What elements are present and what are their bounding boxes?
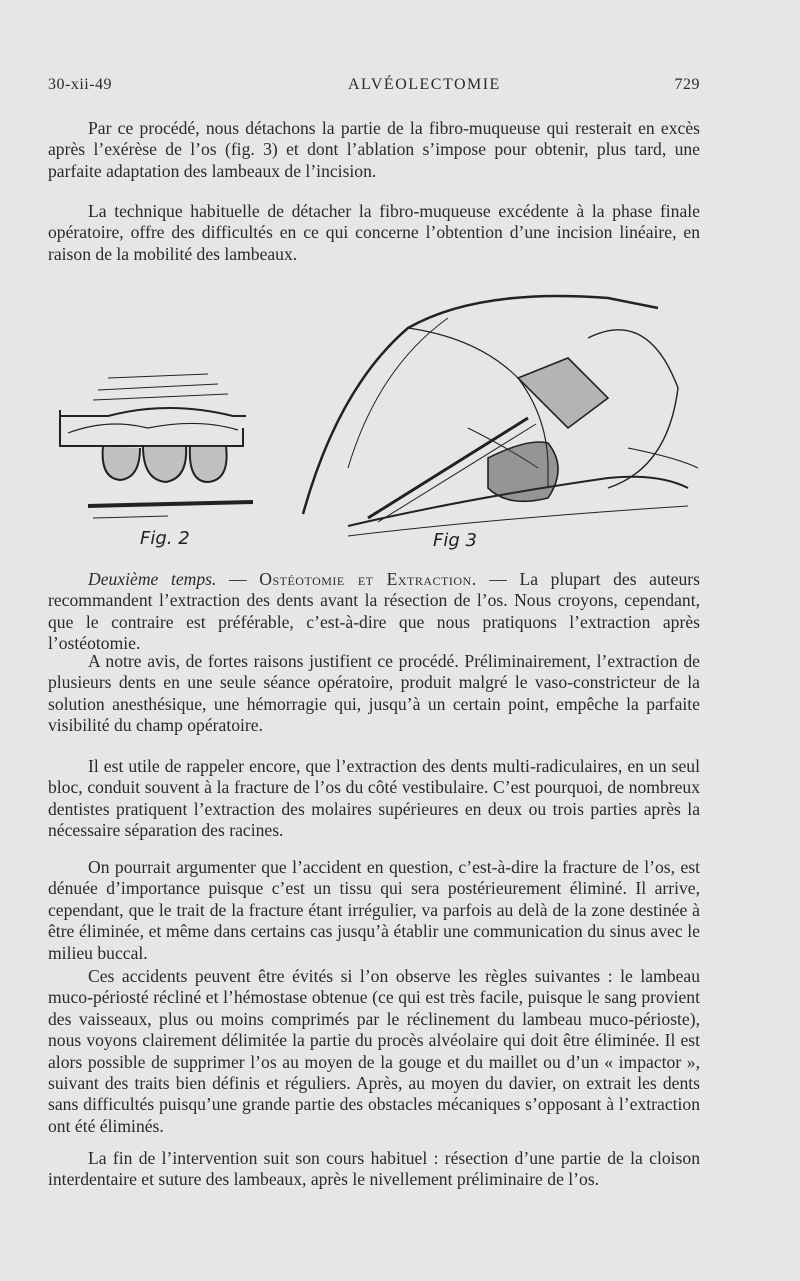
surgical-drawing xyxy=(48,268,708,560)
paragraph-2 xyxy=(48,201,700,265)
dash-2: — xyxy=(476,569,520,589)
paragraph-3 xyxy=(48,569,700,655)
fig3-label: Fig 3 xyxy=(433,530,477,551)
header-title: ALVÉOLECTOMIE xyxy=(348,76,501,93)
section-subtitle: Deuxième temps. xyxy=(88,569,217,589)
paragraph-2-text: La technique habituelle de détacher la fibro-muqueuse excédente à la phase finale opératoire, offre des difficultés en ce qui concerne l’obtention d’une incision linéaire, en raison de la mobilité des lambeaux. xyxy=(48,201,700,264)
paragraph-6-text: On pourrait argumenter que l’accident en question, c’est-à-dire la fracture de l’os, est dénuée d’importance puisque c’est un tissu qui sera postérieurement éliminé. Il arrive, cependant, que le trait de la fracture étant irrégulier, va parfois au delà de la zone destinée à être éliminée, et même dans certains cas jusqu’à établir une communication du sinus avec le milieu buccal. xyxy=(48,857,700,963)
paragraph-7 xyxy=(48,966,700,1137)
paragraph-4 xyxy=(48,651,700,737)
paragraph-7-text: Ces accidents peuvent être évités si l’on observe les règles suivantes : le lambeau muco-périosté récliné et l’hémostase obtenue (ce qui est très facile, puisque le sang provient des vaisseaux, plus ou moins comprimés par le réclinement du lambeau muco-périoste), nous voyons clairement délimitée la partie du procès alvéolaire qui doit être éliminée. Il est alors possible de supprimer l’os au moyen de la gouge et du maillet ou d’un « impactor », suivant des traits bien définis et réguliers. Après, au moyen du davier, on extrait les dents sans difficultés puisqu’une grande partie des obstacles mécaniques s’opposant à l’extraction ont été éliminés. xyxy=(48,966,700,1136)
paragraph-5 xyxy=(48,756,700,842)
paragraph-3-text: La plupart des auteurs recommandent l’extraction des dents avant la résection de l’os. Nous croyons, cependant, que le contraire est préférable, c’est-à-dire que nous pratiquons l’extraction après l’ostéotomie. xyxy=(48,569,700,654)
dash-1: — xyxy=(216,569,260,589)
paragraph-8 xyxy=(48,1148,700,1191)
paragraph-6 xyxy=(48,857,700,964)
figures-illustration xyxy=(48,268,708,560)
fig2-label: Fig. 2 xyxy=(140,528,190,549)
paragraph-8-text: La fin de l’intervention suit son cours habituel : résection d’une partie de la cloison interdentaire et suture des lambeaux, après le nivellement préliminaire de l’os. xyxy=(48,1148,700,1190)
paragraph-1-text: Par ce procédé, nous détachons la partie de la fibro-muqueuse qui resterait en excès après l’exérèse de l’os (fig. 3) et dont l’ablation s’impose pour obtenir, plus tard, une parfaite adaptation des lambeaux de l’incision. xyxy=(48,118,700,181)
running-header xyxy=(48,76,700,100)
paragraph-5-text: Il est utile de rappeler encore, que l’extraction des dents multi-radiculaires, en un seul bloc, conduit souvent à la fracture de l’os du côté vestibulaire. C’est pourquoi, de nombreux dentistes pratiquent l’extraction des molaires supérieures en deux ou trois parties après la nécessaire séparation des racines. xyxy=(48,756,700,841)
fig2-drawing xyxy=(60,374,253,518)
fig3-drawing xyxy=(303,296,698,536)
page-number: 729 xyxy=(674,76,700,93)
paragraph-4-text: A notre avis, de fortes raisons justifient ce procédé. Préliminairement, l’extraction de plusieurs dents en une seule séance opératoire, produit malgré le vaso-constricteur de la solution anesthésique, une hémorragie qui, jusqu’à un certain point, empêche la parfaite visibilité du champ opératoire. xyxy=(48,651,700,736)
paragraph-1 xyxy=(48,118,700,182)
section-heading: Ostéotomie et Extraction. xyxy=(259,569,477,589)
header-date: 30-xii-49 xyxy=(48,76,113,93)
